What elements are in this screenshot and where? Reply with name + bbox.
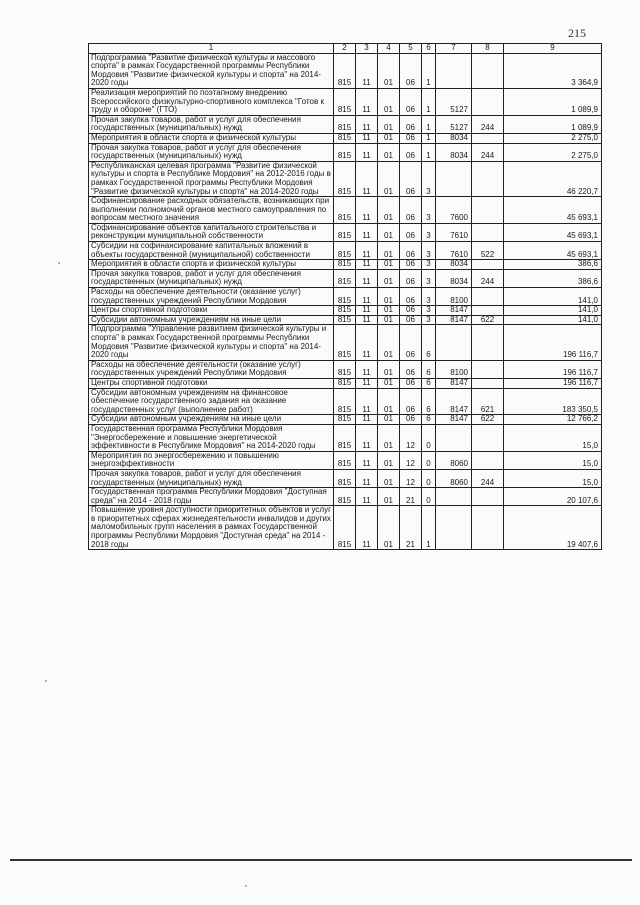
row-code-cell: 815 — [334, 451, 356, 469]
table-row — [89, 388, 602, 415]
row-code-cell: 06 — [400, 415, 422, 425]
row-code-cell: 3 — [422, 223, 436, 241]
row-code-cell: 0 — [422, 424, 436, 451]
row-code-cell: 8147 — [436, 415, 472, 425]
row-code-cell: 8034 — [436, 143, 472, 161]
row-code-cell: 622 — [472, 315, 504, 325]
row-code-cell: 12 — [400, 424, 422, 451]
row-code-cell: 8147 — [436, 378, 472, 388]
row-code-cell: 3 — [422, 242, 436, 260]
row-code-cell: 01 — [378, 223, 400, 241]
row-code-cell: 01 — [378, 133, 400, 143]
row-code-cell: 06 — [400, 325, 422, 360]
row-code-cell: 06 — [400, 388, 422, 415]
row-code-cell: 815 — [334, 506, 356, 550]
scan-speck — [245, 885, 247, 887]
row-name-cell: Прочая закупка товаров, работ и услуг для обеспечения государственных (муниципальных) нужд — [89, 143, 334, 161]
row-code-cell: 1 — [422, 506, 436, 550]
bottom-rule — [10, 859, 632, 861]
row-code-cell: 06 — [400, 197, 422, 224]
row-code-cell: 815 — [334, 306, 356, 316]
header-cell: 6 — [422, 44, 436, 54]
row-code-cell: 11 — [356, 161, 378, 196]
row-name-cell: Повышение уровня доступности приоритетных объектов и услуг в приоритетных сферах жизнедеятельности инвалидов и других маломобильных групп населения в рамках Государственной программы Республики Мордовия "Доступная среда" на 2014 - 2018 годы — [89, 506, 334, 550]
row-code-cell: 8060 — [436, 451, 472, 469]
row-code-cell: 01 — [378, 388, 400, 415]
table-row — [89, 115, 602, 133]
table-row — [89, 161, 602, 196]
row-code-cell: 815 — [334, 378, 356, 388]
row-code-cell: 01 — [378, 488, 400, 506]
row-code-cell: 8100 — [436, 288, 472, 306]
row-name-cell: Субсидии автономным учреждениям на иные цели — [89, 315, 334, 325]
row-code-cell: 11 — [356, 388, 378, 415]
row-code-cell — [436, 506, 472, 550]
table-row — [89, 242, 602, 260]
table-row — [89, 197, 602, 224]
row-code-cell: 815 — [334, 88, 356, 115]
row-code-cell: 15,0 — [504, 451, 602, 469]
row-code-cell: 01 — [378, 424, 400, 451]
row-code-cell: 8060 — [436, 469, 472, 487]
row-code-cell: 815 — [334, 197, 356, 224]
header-cell: 5 — [400, 44, 422, 54]
row-code-cell: 244 — [472, 115, 504, 133]
row-code-cell: 1 — [422, 143, 436, 161]
row-code-cell: 2 275,0 — [504, 143, 602, 161]
row-code-cell: 01 — [378, 260, 400, 270]
row-code-cell: 244 — [472, 269, 504, 287]
row-code-cell: 815 — [334, 469, 356, 487]
row-code-cell: 01 — [378, 88, 400, 115]
row-code-cell: 7610 — [436, 242, 472, 260]
row-name-cell: Прочая закупка товаров, работ и услуг для обеспечения государственных (муниципальных) нужд — [89, 115, 334, 133]
row-code-cell: 3 — [422, 260, 436, 270]
row-code-cell: 3 — [422, 288, 436, 306]
row-code-cell: 244 — [472, 143, 504, 161]
row-name-cell: Софинансирование расходных обязательств, возникающих при выполнении полномочий органов местного самоуправления по вопросам местного значения — [89, 197, 334, 224]
row-code-cell — [472, 506, 504, 550]
row-code-cell: 11 — [356, 115, 378, 133]
row-code-cell: 01 — [378, 306, 400, 316]
row-code-cell: 01 — [378, 325, 400, 360]
row-code-cell: 815 — [334, 161, 356, 196]
row-code-cell: 11 — [356, 269, 378, 287]
row-code-cell: 11 — [356, 488, 378, 506]
row-name-cell: Государственная программа Республики Мордовия "Энергосбережение и повышение энергетической эффективности в Республике Мордовия" на 2014-2020 годы — [89, 424, 334, 451]
header-cell: 7 — [436, 44, 472, 54]
row-code-cell — [472, 161, 504, 196]
row-code-cell: 8147 — [436, 388, 472, 415]
row-code-cell: 01 — [378, 115, 400, 133]
row-name-cell: Софинансирование объектов капитального строительства и реконструкции муниципальной собственности — [89, 223, 334, 241]
table-body — [89, 44, 602, 550]
row-code-cell — [472, 288, 504, 306]
row-code-cell: 522 — [472, 242, 504, 260]
row-code-cell: 21 — [400, 506, 422, 550]
row-code-cell: 386,6 — [504, 260, 602, 270]
row-code-cell: 11 — [356, 360, 378, 378]
row-code-cell: 815 — [334, 415, 356, 425]
row-code-cell: 12 766,2 — [504, 415, 602, 425]
row-code-cell: 1 — [422, 88, 436, 115]
row-code-cell: 01 — [378, 288, 400, 306]
row-code-cell: 8034 — [436, 133, 472, 143]
row-code-cell: 3 — [422, 161, 436, 196]
row-code-cell: 01 — [378, 360, 400, 378]
row-code-cell: 3 — [422, 197, 436, 224]
row-code-cell — [436, 53, 472, 88]
row-code-cell: 815 — [334, 388, 356, 415]
row-code-cell — [436, 161, 472, 196]
row-code-cell: 01 — [378, 161, 400, 196]
table-row — [89, 53, 602, 88]
table-row — [89, 415, 602, 425]
row-code-cell: 45 693,1 — [504, 223, 602, 241]
row-code-cell — [472, 424, 504, 451]
row-code-cell — [472, 53, 504, 88]
row-code-cell: 6 — [422, 415, 436, 425]
row-code-cell: 06 — [400, 53, 422, 88]
row-code-cell: 1 — [422, 133, 436, 143]
row-code-cell: 815 — [334, 269, 356, 287]
table-row — [89, 506, 602, 550]
row-code-cell: 11 — [356, 506, 378, 550]
row-code-cell: 01 — [378, 378, 400, 388]
row-code-cell: 11 — [356, 469, 378, 487]
row-code-cell: 141,0 — [504, 315, 602, 325]
row-code-cell: 11 — [356, 451, 378, 469]
row-code-cell — [472, 223, 504, 241]
row-code-cell: 11 — [356, 315, 378, 325]
row-code-cell — [472, 306, 504, 316]
row-code-cell: 11 — [356, 53, 378, 88]
table-row — [89, 269, 602, 287]
row-code-cell: 15,0 — [504, 469, 602, 487]
row-code-cell: 5127 — [436, 88, 472, 115]
row-code-cell: 45 693,1 — [504, 197, 602, 224]
row-code-cell: 06 — [400, 133, 422, 143]
header-cell: 3 — [356, 44, 378, 54]
row-name-cell: Мероприятия по энергосбережению и повышению энергоэффективности — [89, 451, 334, 469]
row-name-cell: Подпрограмма "Управление развитием физической культуры и спорта" в рамках Государственной программы Республики Мордовия "Развитие физической культуры и спорта" на 2014-2020 годы — [89, 325, 334, 360]
row-code-cell: 815 — [334, 488, 356, 506]
row-code-cell: 11 — [356, 143, 378, 161]
row-code-cell: 11 — [356, 197, 378, 224]
row-code-cell: 01 — [378, 269, 400, 287]
row-name-cell: Реализация мероприятий по поэтапному внедрению Всероссийского физкультурно-спортивного комплекса "Готов к труду и обороне" (ГТО) — [89, 88, 334, 115]
row-code-cell: 11 — [356, 260, 378, 270]
row-code-cell: 06 — [400, 306, 422, 316]
row-code-cell: 46 220,7 — [504, 161, 602, 196]
row-code-cell: 01 — [378, 53, 400, 88]
row-code-cell: 6 — [422, 360, 436, 378]
row-code-cell — [436, 488, 472, 506]
row-code-cell: 815 — [334, 223, 356, 241]
row-code-cell: 6 — [422, 325, 436, 360]
row-code-cell — [436, 424, 472, 451]
row-code-cell: 2 275,0 — [504, 133, 602, 143]
row-code-cell: 11 — [356, 415, 378, 425]
row-code-cell: 141,0 — [504, 288, 602, 306]
row-code-cell: 06 — [400, 88, 422, 115]
row-name-cell: Центры спортивной подготовки — [89, 378, 334, 388]
row-code-cell: 01 — [378, 242, 400, 260]
row-code-cell: 11 — [356, 133, 378, 143]
row-code-cell: 12 — [400, 469, 422, 487]
row-code-cell: 19 407,6 — [504, 506, 602, 550]
row-code-cell: 196 116,7 — [504, 325, 602, 360]
row-code-cell: 01 — [378, 143, 400, 161]
row-code-cell: 11 — [356, 325, 378, 360]
row-name-cell: Подпрограмма "Развитие физической культуры и массового спорта" в рамках Государственной программы Республики Мордовия "Развитие физической культуры и спорта" на 2014-2020 годы — [89, 53, 334, 88]
row-code-cell: 386,6 — [504, 269, 602, 287]
row-code-cell: 01 — [378, 315, 400, 325]
row-code-cell: 45 693,1 — [504, 242, 602, 260]
table-row — [89, 223, 602, 241]
row-name-cell: Субсидии автономным учреждениям на иные цели — [89, 415, 334, 425]
row-code-cell: 815 — [334, 53, 356, 88]
row-code-cell: 01 — [378, 506, 400, 550]
row-name-cell: Субсидии автономным учреждениям на финансовое обеспечение государственного задания на оказание государственных услуг (выполнение работ) — [89, 388, 334, 415]
row-code-cell: 815 — [334, 143, 356, 161]
row-code-cell: 622 — [472, 415, 504, 425]
header-cell: 8 — [472, 44, 504, 54]
table-row — [89, 451, 602, 469]
row-code-cell: 1 — [422, 53, 436, 88]
row-name-cell: Центры спортивной подготовки — [89, 306, 334, 316]
table-row — [89, 488, 602, 506]
row-code-cell — [472, 325, 504, 360]
row-code-cell: 0 — [422, 451, 436, 469]
header-cell: 1 — [89, 44, 334, 54]
row-code-cell: 11 — [356, 424, 378, 451]
row-code-cell: 8100 — [436, 360, 472, 378]
row-code-cell: 196 116,7 — [504, 378, 602, 388]
row-code-cell: 815 — [334, 115, 356, 133]
row-code-cell: 20 107,6 — [504, 488, 602, 506]
table-row — [89, 288, 602, 306]
row-code-cell: 06 — [400, 378, 422, 388]
row-code-cell: 7600 — [436, 197, 472, 224]
row-code-cell: 21 — [400, 488, 422, 506]
row-code-cell: 244 — [472, 469, 504, 487]
row-code-cell — [472, 488, 504, 506]
row-code-cell: 8147 — [436, 306, 472, 316]
row-code-cell — [472, 260, 504, 270]
header-cell: 4 — [378, 44, 400, 54]
table-row — [89, 143, 602, 161]
row-code-cell: 3 364,9 — [504, 53, 602, 88]
scan-speck — [45, 680, 47, 682]
row-code-cell: 06 — [400, 315, 422, 325]
table-row — [89, 133, 602, 143]
row-code-cell: 06 — [400, 260, 422, 270]
table-row — [89, 315, 602, 325]
row-code-cell: 3 — [422, 315, 436, 325]
table-row — [89, 469, 602, 487]
row-code-cell — [472, 133, 504, 143]
row-code-cell: 141,0 — [504, 306, 602, 316]
row-code-cell: 15,0 — [504, 424, 602, 451]
row-code-cell: 01 — [378, 451, 400, 469]
row-name-cell: Прочая закупка товаров, работ и услуг для обеспечения государственных (муниципальных) нужд — [89, 269, 334, 287]
row-name-cell: Мероприятия в области спорта и физической культуры — [89, 260, 334, 270]
row-code-cell: 815 — [334, 315, 356, 325]
row-code-cell: 3 — [422, 306, 436, 316]
row-code-cell: 11 — [356, 223, 378, 241]
row-name-cell: Мероприятия в области спорта и физической культуры — [89, 133, 334, 143]
row-name-cell: Прочая закупка товаров, работ и услуг для обеспечения государственных (муниципальных) нужд — [89, 469, 334, 487]
row-code-cell: 0 — [422, 469, 436, 487]
row-code-cell: 06 — [400, 161, 422, 196]
row-code-cell: 8147 — [436, 315, 472, 325]
row-code-cell: 1 089,9 — [504, 88, 602, 115]
table-header-row — [89, 44, 602, 54]
row-code-cell — [472, 378, 504, 388]
row-code-cell — [436, 325, 472, 360]
row-code-cell — [472, 451, 504, 469]
row-name-cell: Расходы на обеспечение деятельности (оказание услуг) государственных учреждений Республики Мордовия — [89, 288, 334, 306]
row-code-cell: 6 — [422, 388, 436, 415]
header-cell: 9 — [504, 44, 602, 54]
row-code-cell: 8034 — [436, 260, 472, 270]
row-code-cell: 11 — [356, 288, 378, 306]
row-code-cell: 1 089,9 — [504, 115, 602, 133]
row-code-cell: 06 — [400, 143, 422, 161]
row-code-cell — [472, 197, 504, 224]
row-code-cell: 815 — [334, 325, 356, 360]
row-code-cell: 7610 — [436, 223, 472, 241]
row-code-cell: 815 — [334, 242, 356, 260]
row-code-cell: 01 — [378, 415, 400, 425]
row-code-cell: 01 — [378, 469, 400, 487]
row-code-cell: 11 — [356, 306, 378, 316]
row-code-cell: 815 — [334, 260, 356, 270]
scan-speck — [58, 262, 60, 264]
row-code-cell: 0 — [422, 488, 436, 506]
budget-table — [88, 43, 602, 550]
row-code-cell: 6 — [422, 378, 436, 388]
row-code-cell: 3 — [422, 269, 436, 287]
row-code-cell: 11 — [356, 242, 378, 260]
table-row — [89, 378, 602, 388]
row-code-cell: 11 — [356, 88, 378, 115]
row-name-cell: Субсидии на софинансирование капитальных вложений в объекты государственной (муниципальной) собственности — [89, 242, 334, 260]
row-name-cell: Расходы на обеспечение деятельности (оказание услуг) государственных учреждений Республики Мордовия — [89, 360, 334, 378]
row-code-cell: 06 — [400, 115, 422, 133]
row-code-cell: 815 — [334, 360, 356, 378]
row-code-cell — [472, 360, 504, 378]
row-name-cell: Республиканская целевая программа "Развитие физической культуры и спорта в Республике Мордовия" на 2012-2016 годы в рамках Государственной программы Республики Мордовия "Развитие физической культуры и спорта" на 2014-2020 годы — [89, 161, 334, 196]
row-code-cell: 196 116,7 — [504, 360, 602, 378]
page-number: 215 — [568, 26, 586, 40]
row-code-cell: 815 — [334, 424, 356, 451]
row-code-cell: 183 350,5 — [504, 388, 602, 415]
row-code-cell: 1 — [422, 115, 436, 133]
table-row — [89, 325, 602, 360]
table-row — [89, 260, 602, 270]
row-code-cell: 815 — [334, 133, 356, 143]
row-code-cell: 12 — [400, 451, 422, 469]
table-row — [89, 88, 602, 115]
header-cell: 2 — [334, 44, 356, 54]
row-code-cell — [472, 88, 504, 115]
row-code-cell: 06 — [400, 242, 422, 260]
table-row — [89, 360, 602, 378]
row-code-cell: 06 — [400, 223, 422, 241]
row-name-cell: Государственная программа Республики Мордовия "Доступная среда" на 2014 - 2018 годы — [89, 488, 334, 506]
row-code-cell: 8034 — [436, 269, 472, 287]
row-code-cell: 5127 — [436, 115, 472, 133]
table-row — [89, 306, 602, 316]
row-code-cell: 06 — [400, 360, 422, 378]
table-row — [89, 424, 602, 451]
row-code-cell: 621 — [472, 388, 504, 415]
row-code-cell: 06 — [400, 288, 422, 306]
row-code-cell: 11 — [356, 378, 378, 388]
row-code-cell: 815 — [334, 288, 356, 306]
row-code-cell: 06 — [400, 269, 422, 287]
row-code-cell: 01 — [378, 197, 400, 224]
